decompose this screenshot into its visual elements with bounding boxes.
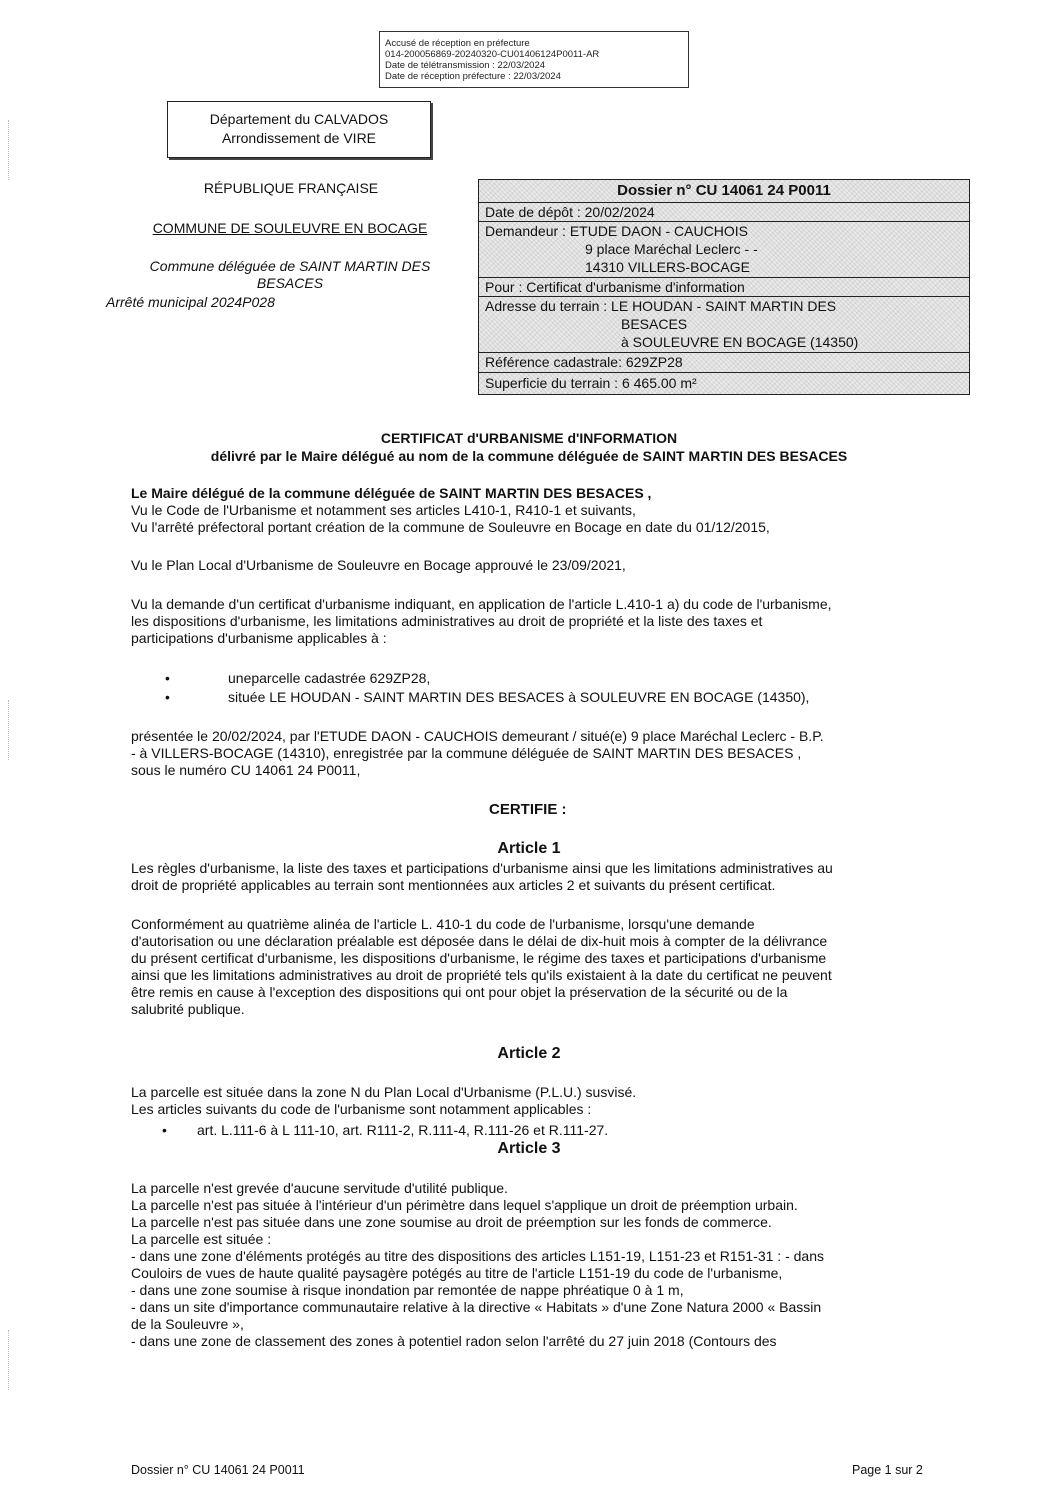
text-line: La parcelle est située dans la zone N du Plan Local d'Urbanisme (P.L.U.) susvisé. — [131, 1084, 637, 1100]
applicant-line: Demandeur : ETUDE DAON - CAUCHOIS — [485, 223, 748, 239]
land-address — [479, 296, 969, 352]
text-line: Vu la demande d'un certificat d'urbanisme indiquant, en application de l'article L.410-1 a) du code de l'urbanisme, — [131, 596, 832, 612]
stamp-line: 014-200056869-20240320-CU01406124P0011-AR — [385, 49, 600, 60]
text-line: d'autorisation ou une déclaration préalable est déposée dans le délai de dix-huit mois à compter de la délivrance — [131, 933, 828, 949]
bullet-icon: • — [165, 689, 170, 705]
article-3-title: Article 3 — [497, 1140, 561, 1157]
text-line: sous le numéro CU 14061 24 P0011, — [131, 762, 361, 778]
plu-reference: Vu le Plan Local d'Urbanisme de Souleuvre en Bocage approuvé le 23/09/2021, — [131, 557, 626, 573]
delegated-commune-line: Commune déléguée de SAINT MARTIN DES — [149, 258, 431, 274]
location-item: située LE HOUDAN - SAINT MARTIN DES BESACES à SOULEUVRE EN BOCAGE (14350), — [228, 689, 810, 705]
department-box — [167, 101, 431, 158]
mayor-line: Le Maire délégué de la commune déléguée de SAINT MARTIN DES BESACES , — [131, 485, 652, 501]
republic-heading: RÉPUBLIQUE FRANÇAISE — [203, 180, 379, 196]
certificate-title: CERTIFICAT d'URBANISME d'INFORMATION — [380, 430, 678, 446]
text-line: les dispositions d'urbanisme, les limitations administratives au droit de propriété et la liste des taxes et — [131, 613, 763, 629]
text-line: La parcelle est située : — [131, 1231, 272, 1247]
article-3-paragraph — [131, 1180, 937, 1350]
article-1-title: Article 1 — [497, 840, 561, 857]
commune-heading: COMMUNE DE SOULEUVRE EN BOCAGE — [152, 220, 428, 236]
text-line: - dans une zone soumise à risque inondation par remontée de nappe phréatique 0 à 1 m, — [131, 1282, 684, 1298]
certificate-subtitle: délivré par le Maire délégué au nom de la commune déléguée de SAINT MARTIN DES BESACES — [210, 448, 848, 464]
text-line: - dans une zone d'éléments protégés au titre des dispositions des articles L151-19, L151-23 et R151-31 : - dans — [131, 1248, 824, 1264]
text-line: - à VILLERS-BOCAGE (14310), enregistrée par la commune déléguée de SAINT MARTIN DES BESACES , — [131, 745, 802, 761]
dossier-number: Dossier n° CU 14061 24 P0011 — [617, 182, 831, 199]
legal-reference: Vu le Code de l'Urbanisme et notamment ses articles L410-1, R410-1 et suivants, — [131, 502, 636, 518]
text-line: être remis en cause à l'exception des dispositions qui ont pour objet la préservation de la sécurité ou de la — [131, 984, 788, 1000]
preamble-block — [131, 485, 937, 536]
text-line: du présent certificat d'urbanisme, les dispositions d'urbanisme, le régime des taxes et participations d'urbanisme — [131, 950, 827, 966]
applicable-articles: art. L.111-6 à L 111-10, art. R111-2, R.111-4, R.111-26 et R.111-27. — [197, 1122, 609, 1138]
presentation-block — [131, 728, 937, 779]
text-line: - dans un site d'importance communautaire relative à la directive « Habitats » d'une Zone Natura 2000 « Bassin — [131, 1299, 822, 1315]
bullet-icon: • — [165, 670, 170, 686]
text-line: participations d'urbanisme applicables à : — [131, 630, 387, 646]
text-line: Les articles suivants du code de l'urbanisme sont notamment applicables : — [131, 1101, 592, 1117]
footer-dossier-number: Dossier n° CU 14061 24 P0011 — [131, 1463, 305, 1477]
request-reference — [131, 596, 937, 647]
text-line: salubrité publique. — [131, 1001, 245, 1017]
article-1-paragraph — [131, 860, 937, 894]
parcel-item: uneparcelle cadastrée 629ZP28, — [228, 670, 431, 686]
prefecture-receipt-stamp — [379, 31, 689, 88]
article-2-title: Article 2 — [497, 1045, 561, 1062]
request-purpose: Pour : Certificat d'urbanisme d'information — [479, 277, 969, 296]
text-line: La parcelle n'est grevée d'aucune servitude d'utilité publique. — [131, 1180, 508, 1196]
text-line: de la Souleuvre », — [131, 1316, 244, 1332]
text-line: La parcelle n'est pas située dans une zone soumise au droit de préemption sur les fonds de commerce. — [131, 1214, 772, 1230]
page-number: Page 1 sur 2 — [852, 1463, 923, 1477]
cadastral-reference: Référence cadastrale: 629ZP28 — [479, 352, 969, 372]
stamp-line: Accusé de réception en préfecture — [385, 38, 530, 49]
text-line: Conformément au quatrième alinéa de l'article L. 410-1 du code de l'urbanisme, lorsqu'une demande — [131, 916, 755, 932]
scan-margin-mark — [8, 700, 11, 760]
department-name: Département du CALVADOS — [209, 111, 389, 127]
certifie-heading: CERTIFIE : — [489, 801, 567, 818]
applicant — [479, 221, 969, 277]
land-area: Superficie du terrain : 6 465.00 m² — [479, 372, 969, 393]
text-line: présentée le 20/02/2024, par l'ETUDE DAON - CAUCHOIS demeurant / situé(e) 9 place Maréchal Leclerc - B.P. — [131, 728, 824, 744]
stamp-line: Date de télétransmission : 22/03/2024 — [385, 60, 546, 71]
stamp-line: Date de réception préfecture : 22/03/2024 — [385, 71, 561, 82]
scan-margin-mark — [8, 120, 11, 180]
article-2-paragraph — [131, 1084, 937, 1118]
scan-margin-mark — [8, 1330, 11, 1390]
text-line: droit de propriété applicables au terrain sont mentionnées aux articles 2 et suivants du présent certificat. — [131, 877, 776, 893]
applicant-line: 14310 VILLERS-BOCAGE — [585, 259, 750, 275]
delegated-commune-line: BESACES — [256, 275, 324, 291]
article-1-paragraph — [131, 916, 937, 1018]
municipal-decree: Arrêté municipal 2024P028 — [106, 294, 275, 310]
text-line: Couloirs de vues de haute qualité paysagère potégés au titre de l'article L151-19 du code de l'urbanisme, — [131, 1265, 783, 1281]
delegated-commune — [110, 258, 470, 292]
dossier-info-box — [478, 179, 970, 395]
land-address-line: BESACES — [621, 316, 688, 332]
deposit-date: Date de dépôt : 20/02/2024 — [479, 202, 969, 221]
bullet-icon: • — [162, 1122, 167, 1138]
text-line: - dans une zone de classement des zones à potentiel radon selon l'arrêté du 27 juin 2018 (Contours des — [131, 1333, 777, 1349]
text-line: Les règles d'urbanisme, la liste des taxes et participations d'urbanisme ainsi que les limitations administratives au — [131, 860, 833, 876]
applicant-line: 9 place Maréchal Leclerc - - — [585, 241, 758, 257]
legal-reference: Vu l'arrêté préfectoral portant création de la commune de Souleuvre en Bocage en date du 01/12/2015, — [131, 519, 770, 535]
arrondissement-name: Arrondissement de VIRE — [221, 130, 377, 146]
text-line: La parcelle n'est pas située à l'intérieur d'un périmètre dans lequel s'applique un droit de préemption urbain. — [131, 1197, 798, 1213]
text-line: ainsi que les limitations administratives au droit de propriété tels qu'ils existaient à la date du certificat ne peuvent — [131, 967, 832, 983]
land-address-line: Adresse du terrain : LE HOUDAN - SAINT MARTIN DES — [485, 298, 837, 314]
land-address-line: à SOULEUVRE EN BOCAGE (14350) — [621, 334, 859, 350]
